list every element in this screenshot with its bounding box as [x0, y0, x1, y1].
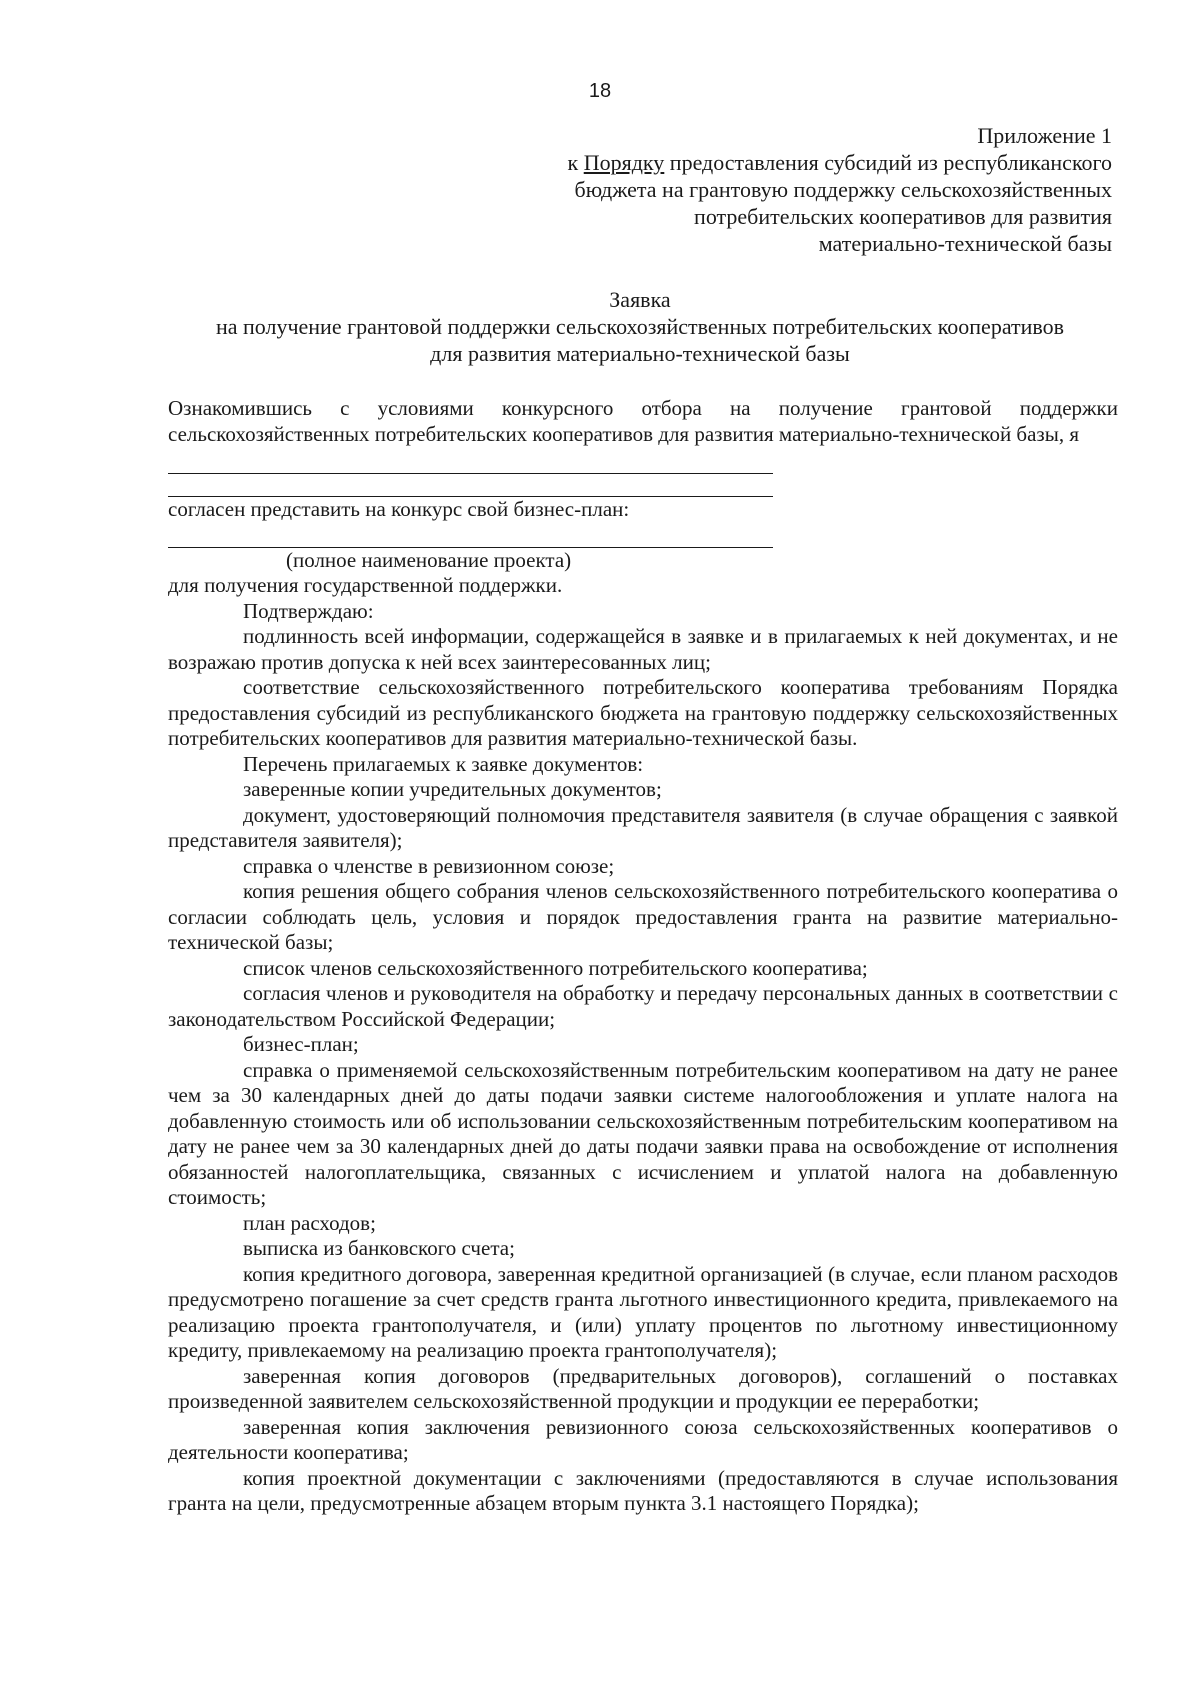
document-item: копия проектной документации с заключениями (предоставляются в случае использования гранта на цели, предусмотренные абзацем вторым пункта 3.1 настоящего Порядка); [168, 1465, 1118, 1515]
appendix-line-4: потребительских кооперативов для развития [694, 204, 1112, 229]
confirm-item: подлинность всей информации, содержащейся в заявке и в прилагаемых к ней документах, и не возражаю против допуска к ней всех заинтересованных лиц; [168, 624, 1118, 674]
appendix-line-5: материально-технической базы [818, 231, 1112, 256]
appendix-reference [492, 149, 1112, 176]
document-item: выписка из банковского счета; [243, 1236, 515, 1260]
page-number: 18 [588, 80, 612, 102]
document-item: заверенная копия заключения ревизионного союза сельскохозяйственных кооперативов о деятельности кооператива; [168, 1414, 1118, 1464]
document-item: справка о применяемой сельскохозяйственным потребительским кооперативом на дату не ранее чем за 30 календарных дней до даты подачи заявки системе налогообложения и уплате налога на добавленную стоимость или об использовании сельскохозяйственным потребительским кооперативом на дату не ранее чем за 30 календарных дней до даты подачи заявки права на освобождение от исполнения обязанностей налогоплательщика, связанных с исчислением и уплатой налога на добавленную стоимость; [168, 1057, 1118, 1209]
document-body [168, 396, 1118, 1517]
title-subheading-cont: для развития материально-технической базы [430, 341, 850, 366]
confirm-heading: Подтверждаю: [243, 598, 374, 623]
document-item: согласия членов и руководителя на обработку и передачу персональных данных в соответствии с законодательством Российской Федерации; [168, 981, 1118, 1031]
document-item: копия решения общего собрания членов сельскохозяйственного потребительского кооператива о согласии соблюдать цель, условия и порядок предоставления гранта на развитие материально-технической базы; [168, 879, 1118, 954]
documents-heading: Перечень прилагаемых к заявке документов: [243, 751, 644, 776]
appendix-line-3: бюджета на грантовую поддержку сельскохозяйственных [574, 177, 1112, 202]
document-item: заверенные копии учредительных документов; [243, 777, 662, 801]
appendix-prefix: к [567, 150, 584, 175]
document-item: список членов сельскохозяйственного потребительского кооператива; [243, 955, 868, 980]
appendix-label: Приложение 1 [977, 123, 1112, 148]
appendix-header [492, 122, 1112, 257]
project-name-caption: (полное наименование проекта) [286, 547, 572, 572]
title-heading: Заявка [609, 287, 671, 312]
document-title [160, 286, 1120, 367]
appendix-reference-rest: предоставления субсидий из республиканского [664, 150, 1112, 175]
document-item: бизнес-план; [243, 1032, 359, 1056]
agree-paragraph: согласен представить на конкурс свой бизнес-план: [168, 497, 630, 521]
document-item: заверенная копия договоров (предварительных договоров), соглашений о поставках произведенной заявителем сельскохозяйственной продукции и продукции ее переработки; [168, 1363, 1118, 1413]
document-item: документ, удостоверяющий полномочия представителя заявителя (в случае обращения с заявкой представителя заявителя); [168, 802, 1118, 852]
procedure-link[interactable]: Порядку [583, 150, 665, 175]
document-item: копия кредитного договора, заверенная кредитной организацией (в случае, если планом расходов предусмотрено погашение за счет средств гранта льготного инвестиционного кредита, привлекаемого на реализацию проекта грантополучателя, и (или) уплату процентов по льготному инвестиционному кредиту, привлекаемому на реализацию проекта грантополучателя); [168, 1261, 1118, 1362]
document-item: план расходов; [243, 1210, 376, 1235]
applicant-name-line-1 [168, 473, 773, 474]
confirm-item: соответствие сельскохозяйственного потребительского кооператива требованиям Порядка предоставления субсидий из республиканского бюджета на грантовую поддержку сельскохозяйственных потребительских кооперативов для развития материально-технической базы. [168, 675, 1118, 750]
document-item: справка о членстве в ревизионном союзе; [243, 853, 615, 878]
for-support-paragraph: для получения государственной поддержки. [168, 573, 563, 597]
intro-paragraph: Ознакомившись с условиями конкурсного отбора на получение грантовой поддержки сельскохозяйственных потребительских кооперативов для развития материально-технической базы, я [168, 396, 1118, 446]
title-subheading: на получение грантовой поддержки сельскохозяйственных потребительских кооперативов [215, 314, 1065, 339]
